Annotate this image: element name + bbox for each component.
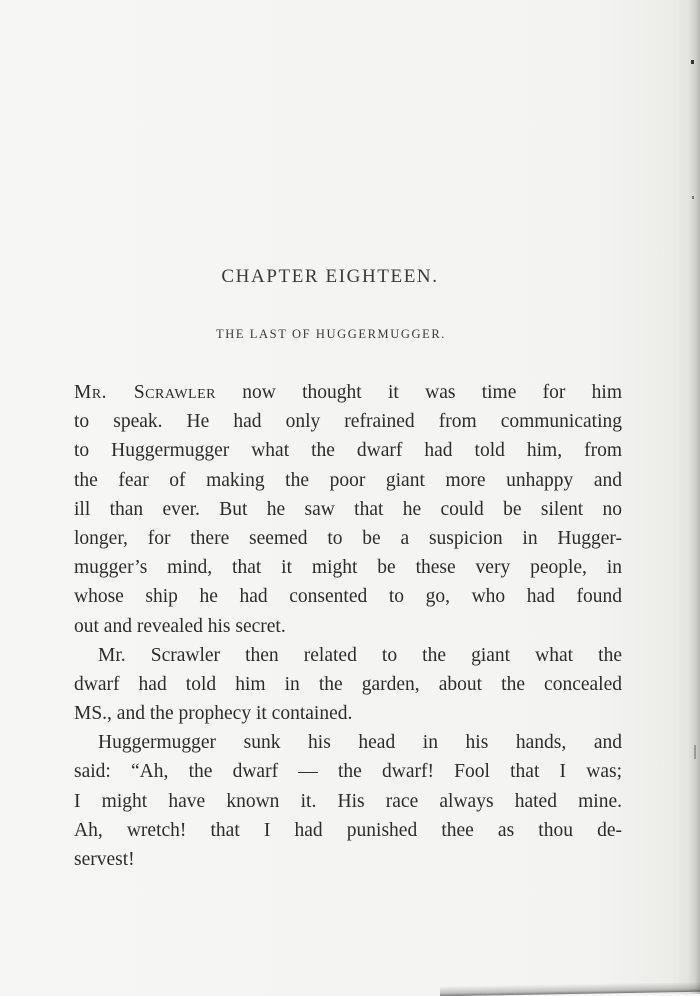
text-line: Mr. Scrawler then related to the giant what the — [98, 644, 622, 666]
text-line: servest! — [74, 849, 135, 870]
text-line: Huggermugger sunk his head in his hands, and — [98, 732, 622, 754]
text-line: I might have known it. His race always hated mine. — [74, 790, 622, 812]
text-line: ill than ever. But he saw that he could be silent no — [74, 498, 622, 520]
text-line: said: “Ah, the dwarf — the dwarf! Fool that I was; — [74, 761, 622, 783]
text-line: mugger’s mind, that it might be these very people, in — [74, 557, 622, 579]
scan-speck-mark — [692, 196, 694, 199]
text-line: out and revealed his secret. — [74, 615, 286, 637]
text-line: Mr. Scrawler now thought it was time for him — [74, 382, 623, 403]
text-line: Ah, wretch! that I had punished thee as thou de- — [74, 819, 622, 841]
text-line: to Huggermugger what the dwarf had told him, from — [74, 440, 622, 462]
page-right-edge-shadow — [688, 0, 700, 994]
scan-speck-mark — [694, 745, 696, 759]
text-line: MS., and the prophecy it contained. — [74, 703, 353, 725]
text-line: to speak. He had only refrained from communicating — [74, 411, 622, 433]
text-line: dwarf had told him in the garden, about the concealed — [74, 673, 622, 695]
chapter-text — [74, 378, 622, 874]
chapter-title: CHAPTER EIGHTEEN. — [221, 266, 439, 287]
lead-in-small-caps: Mr. Scrawler — [74, 382, 216, 403]
text-line: the fear of making the poor giant more unhappy and — [74, 469, 622, 491]
scan-speck-mark — [691, 60, 694, 64]
text-line: longer, for there seemed to be a suspicion in Hugger- — [74, 527, 622, 549]
text-line: whose ship he had consented to go, who had found — [74, 586, 622, 608]
chapter-subtitle: THE LAST OF HUGGERMUGGER. — [215, 327, 447, 341]
